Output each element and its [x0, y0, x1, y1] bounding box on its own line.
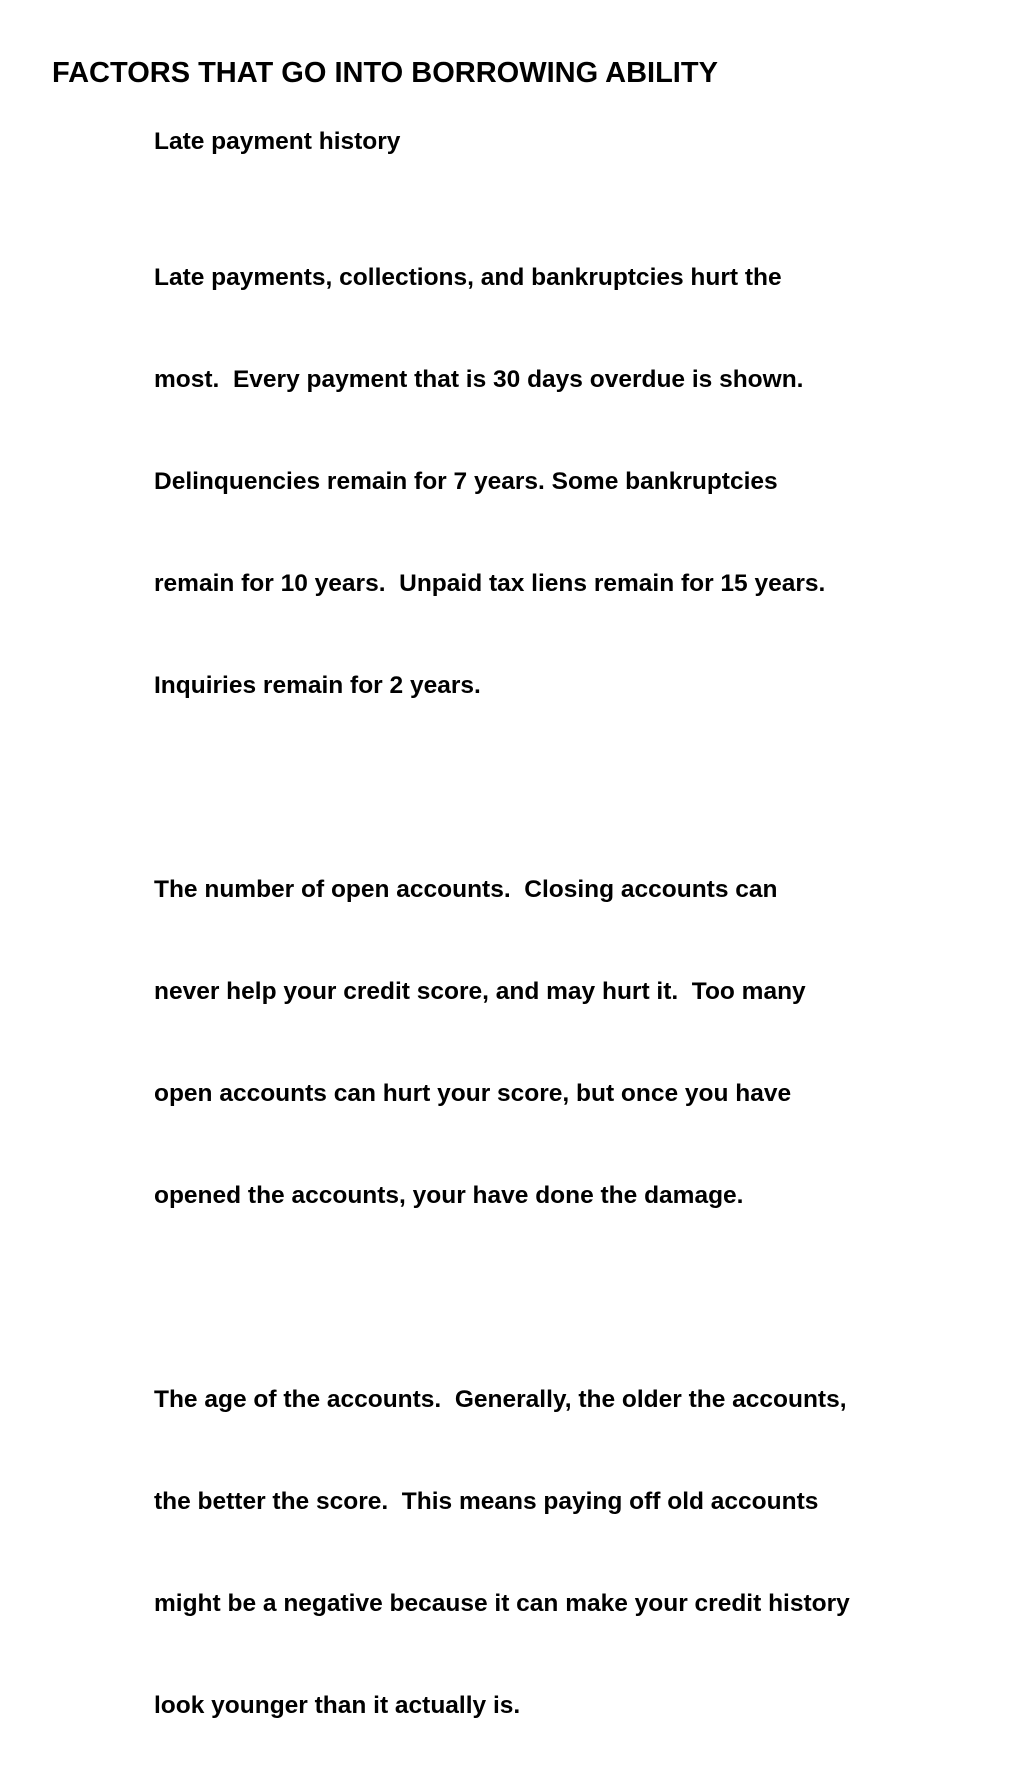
- paragraph-line: Inquiries remain for 2 years.: [154, 672, 481, 699]
- paragraph-line: Late payments, collections, and bankruptcies hurt the: [154, 264, 782, 291]
- paragraph-line: open accounts can hurt your score, but once you have: [154, 1080, 792, 1107]
- paragraph-line: remain for 10 years. Unpaid tax liens remain for 15 years.: [154, 570, 826, 597]
- paragraph-line: opened the accounts, your have done the damage.: [154, 1182, 744, 1209]
- paragraph-line: look younger than it actually is.: [154, 1692, 521, 1719]
- paragraph-open-accounts: [154, 805, 994, 1281]
- paragraph-line: the better the score. This means paying off old accounts: [154, 1488, 819, 1515]
- paragraph-line: The number of open accounts. Closing accounts can: [154, 876, 778, 903]
- subheading: Late payment history: [154, 128, 401, 155]
- paragraph-line: The age of the accounts. Generally, the older the accounts,: [154, 1386, 847, 1413]
- slide-title: FACTORS THAT GO INTO BORROWING ABILITY: [52, 57, 718, 89]
- slide-body: [154, 125, 994, 1791]
- paragraph-line: most. Every payment that is 30 days overdue is shown.: [154, 366, 804, 393]
- paragraph-account-age: [154, 1315, 994, 1791]
- paragraph-line: never help your credit score, and may hurt it. Too many: [154, 978, 806, 1005]
- paragraph-line: Delinquencies remain for 7 years. Some bankruptcies: [154, 468, 778, 495]
- paragraph-late-payments: [154, 193, 994, 771]
- paragraph-line: might be a negative because it can make your credit history: [154, 1590, 850, 1617]
